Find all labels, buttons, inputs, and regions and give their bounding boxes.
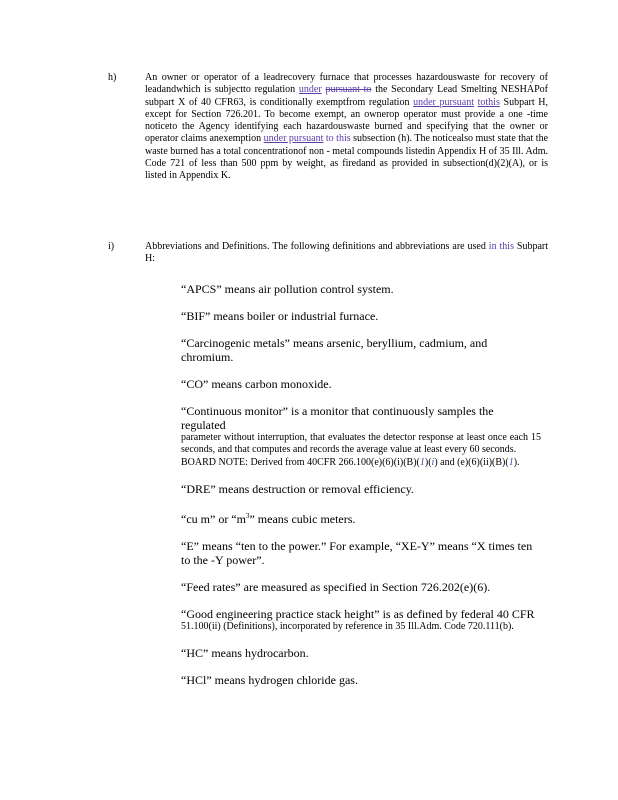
subsection-i-marker: i)	[108, 241, 115, 252]
note-italic: 1	[419, 456, 425, 468]
definition-dre: “DRE” means destruction or removal efficiency.	[181, 481, 414, 496]
definition-text-continued: parameter without interruption, that evaluates the detector response at least once each 15 seconds, and that computes and records the average value at least every 60 seconds.	[181, 432, 541, 456]
definition-hcl: “HCl” means hydrogen chloride gas.	[181, 673, 358, 688]
inserted-text: under pursuant	[263, 133, 324, 145]
definition-feed-rates: “Feed rates” are measured as specified in Section 726.202(e)(6).	[181, 579, 491, 594]
text-run: Abbreviations and Definitions. The following definitions and abbreviations are used	[145, 241, 486, 252]
definition-cubic-meters	[181, 509, 541, 526]
text-run: Subpart H:	[145, 241, 549, 265]
inserted-text: to	[477, 96, 486, 108]
inserted-text: under pursuant	[413, 96, 474, 108]
board-note	[181, 457, 541, 469]
note-italic: i	[431, 456, 435, 468]
definition-text: “Good engineering practice stack height” is as defined by federal 40 CFR	[181, 606, 535, 621]
note-text: )(	[424, 456, 432, 468]
definition-text: “cu m” or “m	[181, 511, 246, 526]
definition-e: “E” means “ten to the power.” For example, “XE-Y” means “X times ten to the -Y power”.	[181, 538, 533, 567]
deleted-text: pursuant to	[325, 84, 372, 96]
definition-text: ” means cubic meters.	[249, 511, 356, 526]
definition-co: “CO” means carbon monoxide.	[181, 377, 332, 391]
text-run: subsection (h). The noticealso must state that the waste burned has a total concentrationof non - metal compounds listedin Appendix H of 35 Ill. Adm. Code 721 of less than 500 ppm by weight, as firedand as provided in subsection(d)(2)(A), or is listed in Appendix K.	[145, 133, 549, 182]
subsection-h-text	[145, 72, 548, 183]
subsection-i	[108, 241, 548, 266]
definition-text-continued: 51.100(ii) (Definitions), incorporated by reference in 35 Ill.Adm. Code 720.111(b).	[181, 620, 514, 632]
definition-hc: “HC” means hydrocarbon.	[181, 646, 309, 661]
definition-bif: “BIF” means boiler or industrial furnace.	[181, 309, 379, 323]
note-text: BOARD NOTE: Derived from 40CFR 266.100(e)(6)(i)(B)(	[181, 456, 420, 468]
inserted-text: to this	[325, 133, 351, 145]
subsection-i-text	[145, 241, 548, 266]
definition-text: “Continuous monitor” is a monitor that continuously samples the regulated	[181, 404, 494, 432]
note-text: ) and (e)(6)(ii)(B)(	[434, 456, 509, 468]
definition-apcs: “APCS” means air pollution control system.	[181, 282, 394, 296]
text-run: An owner or operator of a leadrecovery furnace that processes hazardouswaste for recovery of leadandwhich is subjectto regulation	[145, 72, 548, 96]
note-text: ).	[513, 456, 520, 468]
inserted-text: this	[485, 96, 500, 108]
inserted-text: under	[298, 84, 322, 96]
subsection-h	[108, 72, 548, 183]
text-run: the Secondary Lead Smelting NESHAPof subpart X of 40 CFR63, is conditionally exemptfrom regulation	[145, 84, 549, 108]
definition-gep-stack-height	[181, 607, 541, 633]
definitions-list	[181, 282, 541, 700]
subsection-h-marker: h)	[108, 72, 117, 83]
superscript: 3	[245, 511, 250, 520]
definition-carcinogenic-metals: “Carcinogenic metals” means arsenic, beryllium, cadmium, and chromium.	[181, 336, 488, 364]
text-run: Subpart H, except for Section 726.201. To become exempt, an ownerор operator must provide a one -time noticeto the Agency identifying each hazardouswaste burned and specifying that the owner or operator claims anexemption	[145, 96, 548, 145]
definition-continuous-monitor	[181, 404, 541, 469]
note-italic: 1	[508, 456, 514, 468]
inserted-text: in this	[488, 241, 514, 252]
